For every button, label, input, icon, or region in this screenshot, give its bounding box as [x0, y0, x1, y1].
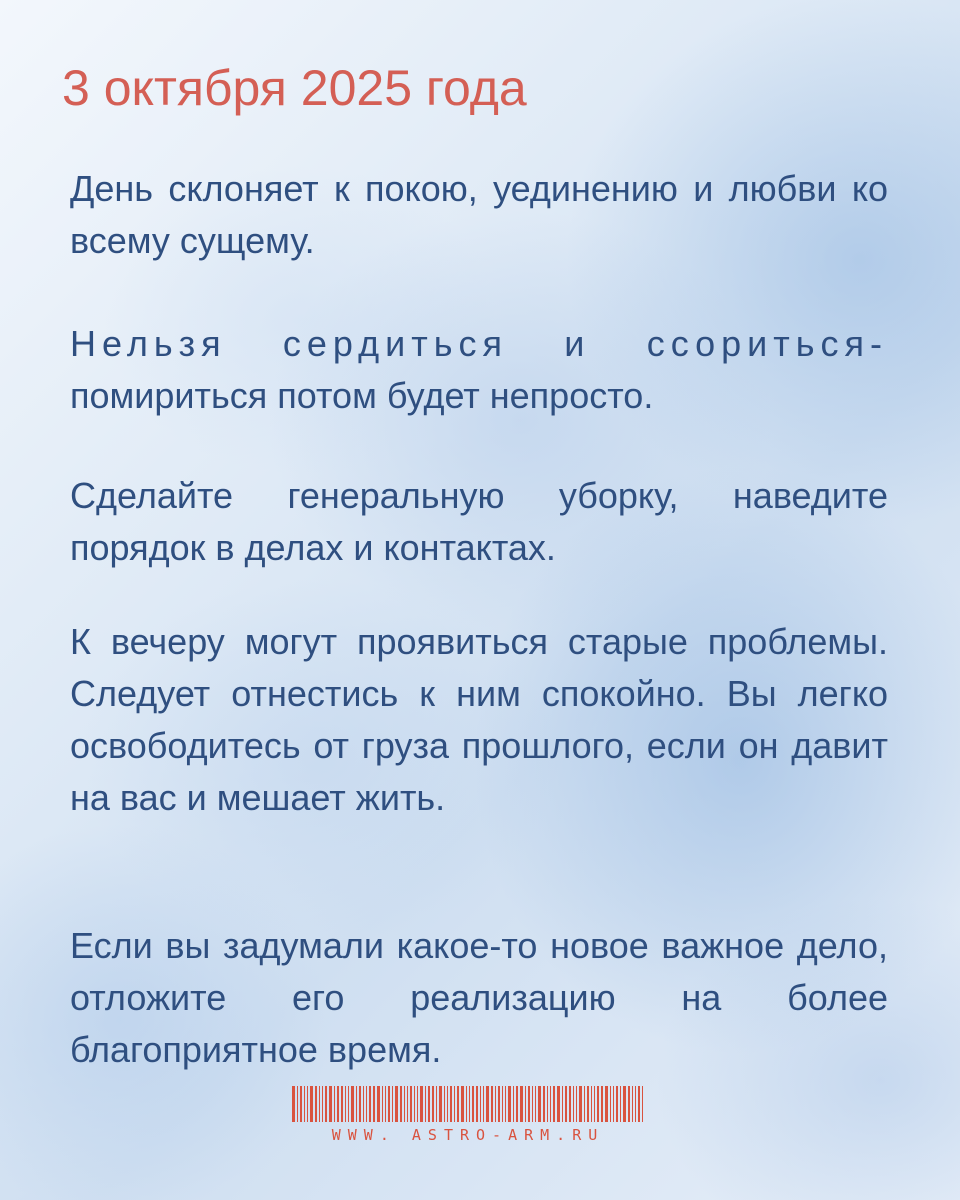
barcode-bar — [532, 1086, 533, 1122]
barcode-bar — [325, 1086, 327, 1122]
barcode-bar — [307, 1086, 308, 1122]
barcode-bar — [642, 1086, 643, 1122]
barcode-bar — [584, 1086, 585, 1122]
paragraph-old-problems: К вечеру могут проявиться старые проблемы. Следует отнестись к ним спокойно. Вы легко освободитесь от груза прошлого, если он давит на вас и мешает жить. — [70, 621, 888, 818]
barcode-bar — [392, 1086, 393, 1122]
barcode-bar — [363, 1086, 364, 1122]
barcode-bar — [472, 1086, 474, 1122]
barcode-bar — [351, 1086, 354, 1122]
barcode-bar — [395, 1086, 398, 1122]
barcode-bar — [297, 1086, 298, 1122]
paragraph-calm: День склоняет к покою, уединению и любви ко всему сущему. — [70, 168, 888, 261]
barcode-bar — [315, 1086, 317, 1122]
barcode-bar — [454, 1086, 455, 1122]
barcode-bar — [576, 1086, 577, 1122]
barcode-bar — [505, 1086, 506, 1122]
barcode-bar — [587, 1086, 589, 1122]
barcode-bar — [535, 1086, 536, 1122]
barcode-bar — [369, 1086, 371, 1122]
barcode-icon — [292, 1086, 644, 1122]
barcode-bar — [417, 1086, 418, 1122]
barcode-bar — [538, 1086, 541, 1122]
barcode-bar — [562, 1086, 563, 1122]
barcode-bar — [638, 1086, 640, 1122]
barcode-bar — [547, 1086, 548, 1122]
barcode-bar — [400, 1086, 402, 1122]
barcode-bar — [432, 1086, 434, 1122]
barcode-bar — [292, 1086, 295, 1122]
barcode-bar — [366, 1086, 367, 1122]
barcode-bar — [491, 1086, 493, 1122]
paragraph-quarrel — [70, 318, 888, 422]
barcode-bar — [498, 1086, 500, 1122]
barcode-bar — [516, 1086, 518, 1122]
barcode-bar — [623, 1086, 626, 1122]
barcode-bar — [635, 1086, 636, 1122]
barcode-bar — [565, 1086, 567, 1122]
barcode-bar — [385, 1086, 386, 1122]
barcode-bar — [628, 1086, 630, 1122]
barcode-bar — [447, 1086, 448, 1122]
barcode-bar — [310, 1086, 313, 1122]
barcode-bar — [480, 1086, 481, 1122]
page-title: 3 октября 2025 года — [62, 60, 527, 116]
barcode-bar — [444, 1086, 445, 1122]
barcode-bar — [543, 1086, 545, 1122]
barcode-bar — [597, 1086, 599, 1122]
barcode-bar — [388, 1086, 390, 1122]
barcode-bar — [573, 1086, 574, 1122]
barcode-bar — [613, 1086, 614, 1122]
barcode-bar — [439, 1086, 442, 1122]
barcode-bar — [469, 1086, 470, 1122]
barcode-bar — [450, 1086, 452, 1122]
site-url: WWW. ASTRO-ARM.RU — [331, 1126, 605, 1144]
barcode-bar — [632, 1086, 633, 1122]
barcode-bar — [425, 1086, 426, 1122]
barcode-bar — [329, 1086, 332, 1122]
barcode-bar — [483, 1086, 484, 1122]
barcode-bar — [377, 1086, 380, 1122]
barcode-bar — [508, 1086, 511, 1122]
barcode-bar — [605, 1086, 608, 1122]
barcode-bar — [334, 1086, 335, 1122]
barcode-bar — [513, 1086, 514, 1122]
barcode-bar — [569, 1086, 571, 1122]
barcode-bar — [436, 1086, 437, 1122]
paragraph-quarrel-line-1: Нельзя сердиться и ссориться- — [70, 323, 888, 364]
barcode-bar — [382, 1086, 383, 1122]
barcode-bar — [601, 1086, 603, 1122]
barcode-bar — [495, 1086, 496, 1122]
barcode-bar — [502, 1086, 503, 1122]
barcode-bar — [620, 1086, 621, 1122]
paragraph-quarrel-line-2: помириться потом будет непросто. — [70, 375, 654, 416]
barcode-bar — [356, 1086, 357, 1122]
barcode-bar — [528, 1086, 530, 1122]
barcode-bar — [550, 1086, 551, 1122]
barcode-bar — [373, 1086, 375, 1122]
paragraph-cleaning: Сделайте генеральную уборку, наведите порядок в делах и контактах. — [70, 475, 888, 568]
paragraph-new-business: Если вы задумали какое-то новое важное дело, отложите его реализацию на более благоприятное время. — [70, 925, 888, 1070]
barcode-bar — [414, 1086, 415, 1122]
barcode-bar — [404, 1086, 405, 1122]
barcode-bar — [341, 1086, 343, 1122]
barcode-bar — [304, 1086, 305, 1122]
barcode-bar — [594, 1086, 595, 1122]
barcode-bar — [457, 1086, 459, 1122]
barcode-bar — [525, 1086, 526, 1122]
barcode-bar — [610, 1086, 611, 1122]
barcode-bar — [486, 1086, 489, 1122]
barcode-bar — [553, 1086, 555, 1122]
barcode-bar — [337, 1086, 339, 1122]
barcode-bar — [591, 1086, 592, 1122]
barcode-bar — [300, 1086, 302, 1122]
barcode-bar — [322, 1086, 323, 1122]
barcode-bar — [428, 1086, 430, 1122]
barcode-bar — [359, 1086, 361, 1122]
barcode-bar — [476, 1086, 478, 1122]
barcode-bar — [466, 1086, 467, 1122]
barcode-bar — [410, 1086, 412, 1122]
barcode-bar — [348, 1086, 349, 1122]
barcode-bar — [345, 1086, 346, 1122]
site-logo — [292, 1086, 644, 1146]
barcode-bar — [319, 1086, 320, 1122]
barcode-bar — [520, 1086, 523, 1122]
barcode-bar — [461, 1086, 464, 1122]
barcode-bar — [420, 1086, 423, 1122]
barcode-bar — [407, 1086, 408, 1122]
barcode-bar — [557, 1086, 560, 1122]
barcode-bar — [616, 1086, 618, 1122]
barcode-bar — [579, 1086, 582, 1122]
